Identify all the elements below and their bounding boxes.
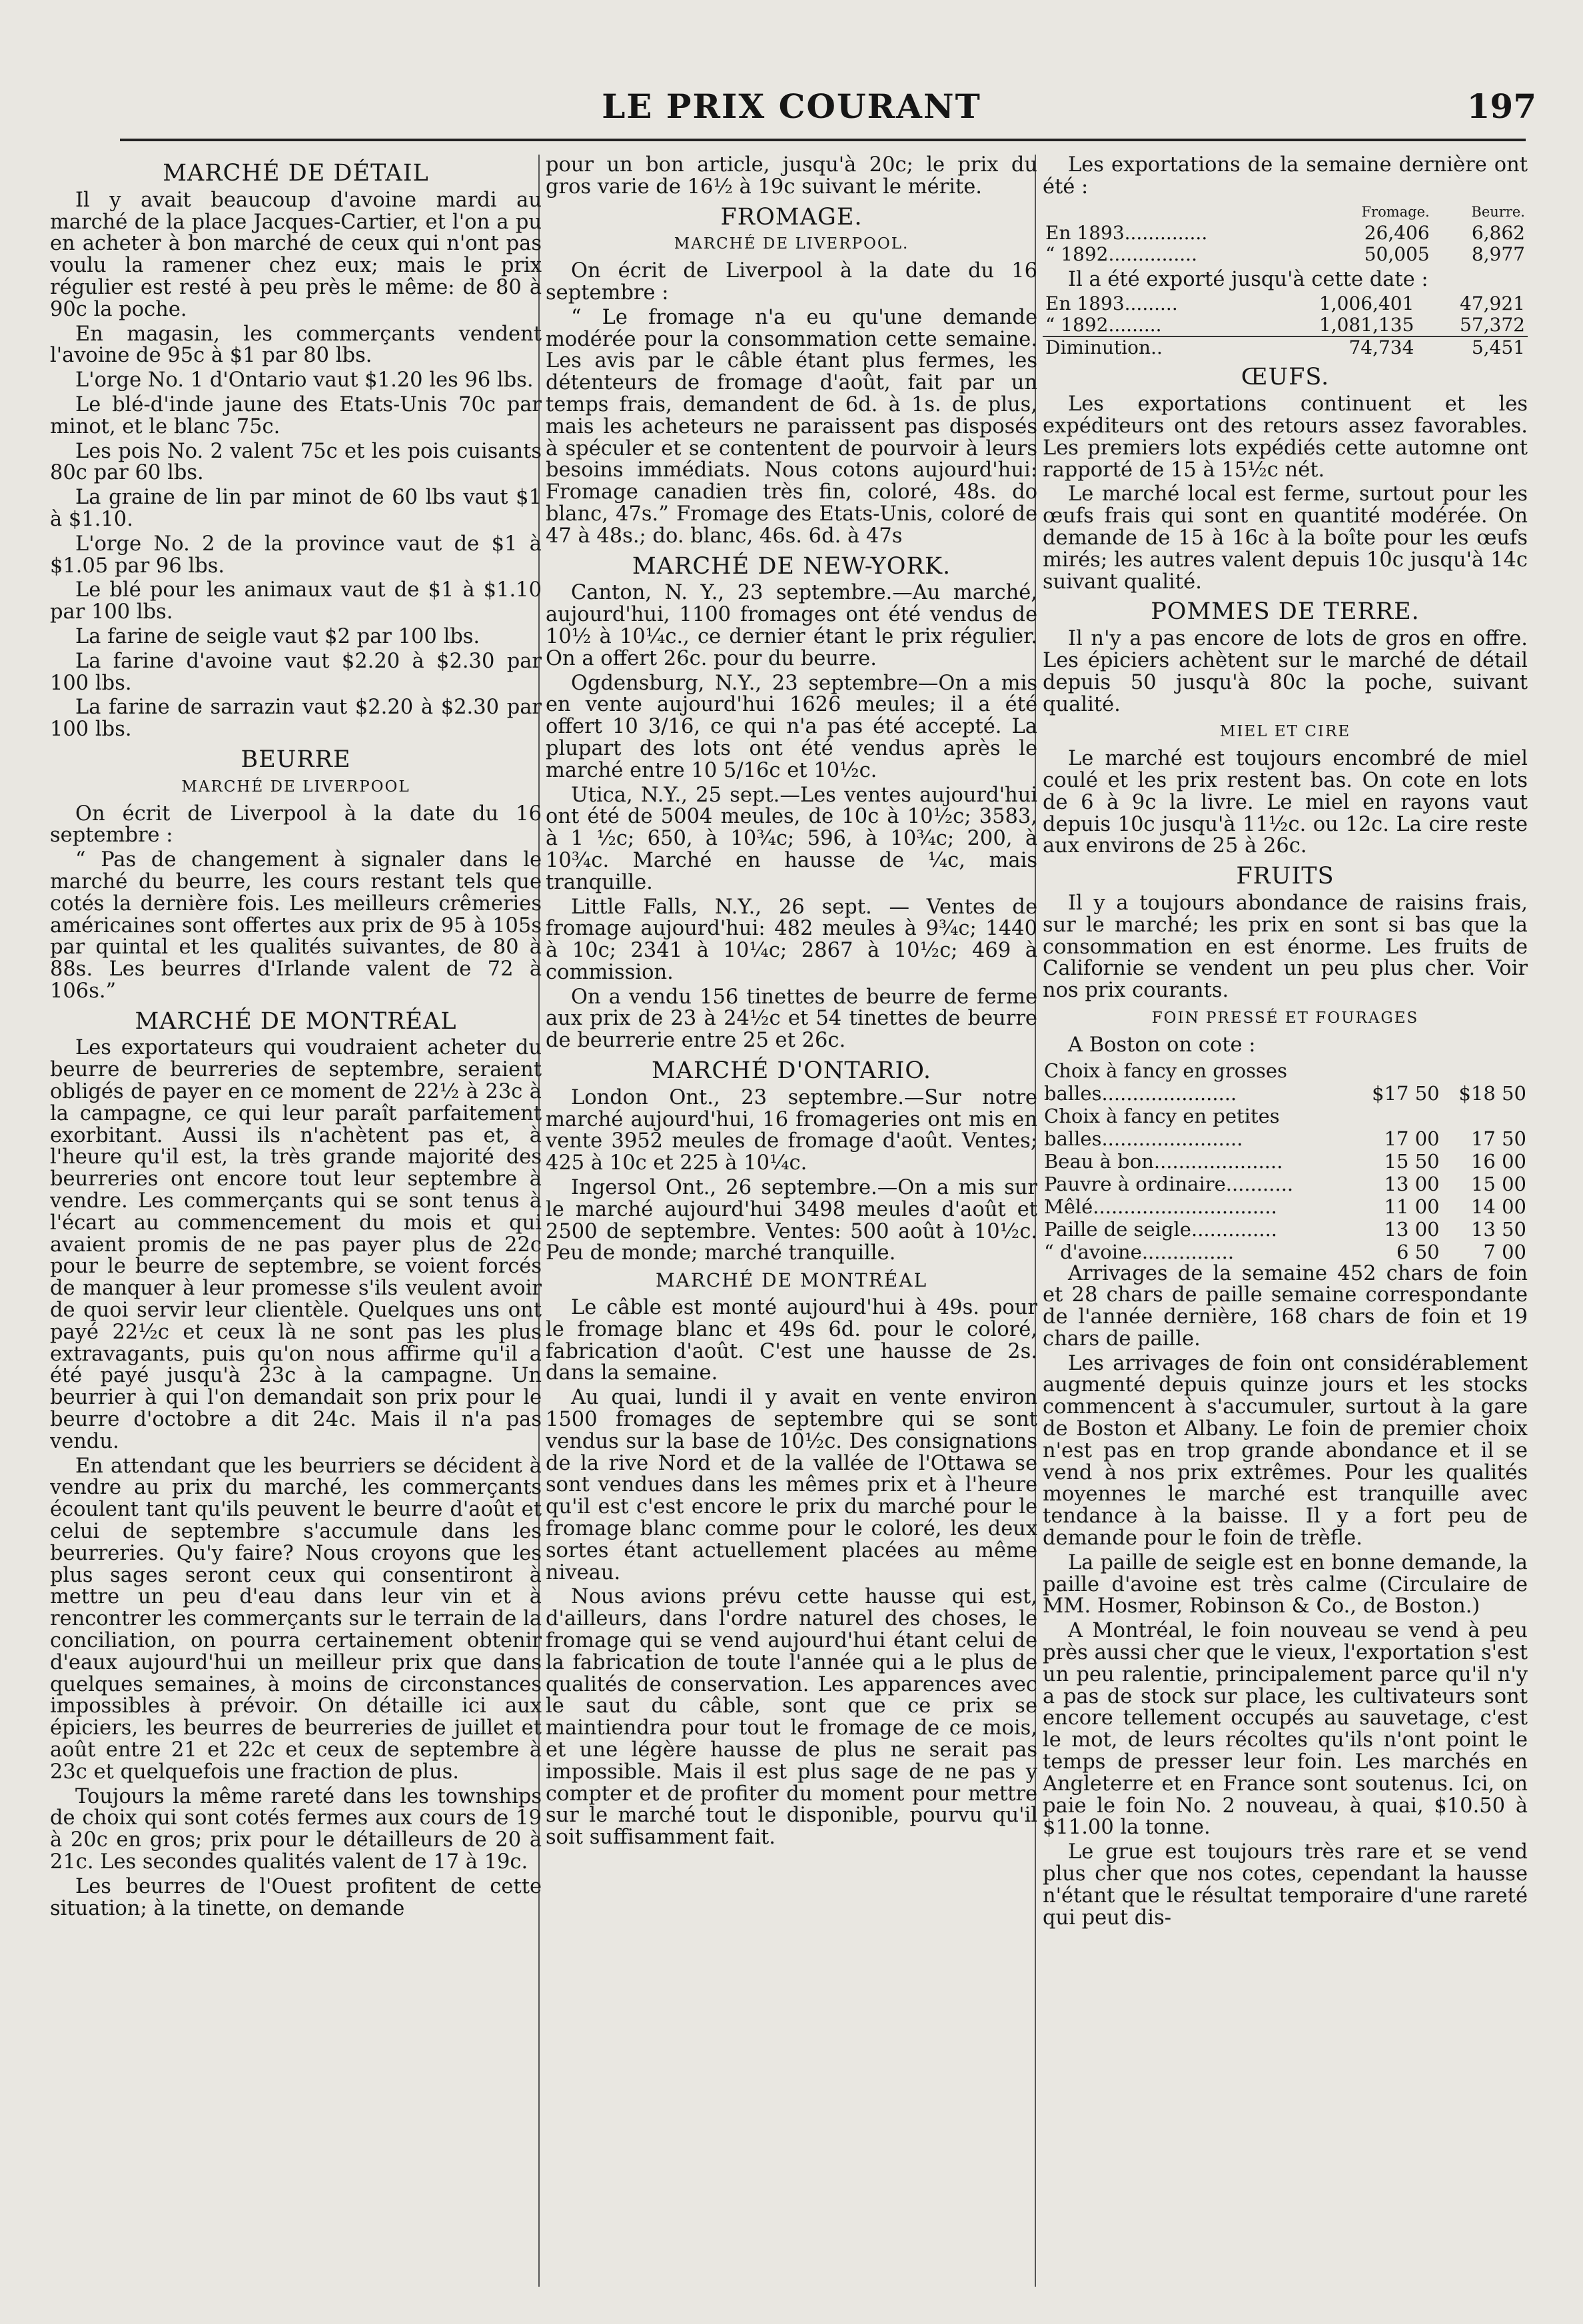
section-heading-oeufs: ŒUFS. (1241, 364, 1330, 391)
paragraph: Le câble est monté aujourd'hui à 49s. pour le fromage blanc et 49s 6d. pour le coloré, fabrication d'août. C'est une hausse de 2s. dans la semaine. (546, 1296, 1037, 1385)
table-cell: 1,006,401 (1319, 292, 1414, 315)
table-row (1043, 244, 1528, 265)
table-cell: balles....................... (1044, 1127, 1243, 1150)
paragraph: Little Falls, N.Y., 26 sept. — Ventes de fromage aujourd'hui: 482 meules à 9¾c; 1440 à 10c; 2341 à 10¼c; 2867 à 10½c; 469 à commission. (546, 895, 1037, 984)
paragraph: A Montréal, le foin nouveau se vend à peu près aussi cher que le vieux, l'exportation s'est un peu ralentie, principalement parce qu'il n'y a pas de stock sur place, les cultivateurs sont encore tellement occupés au sauvetage, c'est le mot, de leurs récoltes qu'ils n'ont point le temps de presser leur foin. Les marchés en Angleterre et en France sont soutenus. Ici, on paie le foin No. 2 nouveau, à quai, $10.50 à $11.00 la tonne. (1043, 1619, 1528, 1840)
paragraph: Il a été exporté jusqu'à cette date : (1068, 267, 1428, 291)
table-cell: 8,977 (1471, 243, 1525, 265)
table-cell: 15 00 (1470, 1172, 1526, 1195)
table-cell: 13 00 (1384, 1172, 1440, 1195)
paragraph: A Boston on cote : (1068, 1033, 1256, 1057)
paragraph: La farine d'avoine vaut $2.20 à $2.30 par 100 lbs. (50, 649, 542, 695)
paragraph: Arrivages de la semaine 452 chars de foin et 28 chars de paille semaine correspondante de l'année dernière, 168 chars de foin et 19 chars de paille. (1043, 1261, 1528, 1351)
table-cell: En 1893.............. (1045, 221, 1208, 244)
paragraph: Le blé pour les animaux vaut de $1 à $1.10 par 100 lbs. (50, 578, 542, 624)
table-total-row (1043, 336, 1528, 358)
table-row (1043, 314, 1528, 336)
paragraph: pour un bon article, jusqu'à 20c; le prix du gros varie de 16½ à 19c suivant le mérite. (546, 155, 1037, 199)
paragraph: London Ont., 23 septembre.—Sur notre marché aujourd'hui, 16 fromageries ont mis en vente 3952 meules de fromage d'août. Ventes; 425 à 10c et 225 à 10¼c. (546, 1085, 1037, 1175)
subheading-montreal: MARCHÉ DE MONTRÉAL (655, 1269, 928, 1292)
table-cell: En 1893......... (1045, 292, 1178, 315)
section-heading-beurre: BEURRE (241, 746, 351, 773)
header-rule (120, 139, 1526, 141)
paragraph: Canton, N. Y., 23 septembre.—Au marché, aujourd'hui, 1100 fromages ont été vendus de 10½ à 10¼c., ce dernier étant le prix régulier. On a offert 26c. pour du beurre. (546, 581, 1037, 670)
paragraph: On écrit de Liverpool à la date du 16 septembre : (50, 802, 542, 848)
paragraph: “ Le fromage n'a eu qu'une demande modérée pour la consommation cette semaine. Les avis par le câble étant plus fermes, les détenteurs de fromage d'août, fait par un temps frais, demandent de 6d. à 1s. de plus, mais les acheteurs ne paraissent pas disposés à spéculer et se contentent de pourvoir à leurs besoins immédiats. Nous cotons aujourd'hui: Fromage canadien très fin, coloré, 48s. do blanc, 47s.” Fromage des Etats-Unis, coloré de 47 à 48s.; do. blanc, 46s. 6d. à 47s (546, 305, 1037, 548)
paragraph: La farine de sarrazin vaut $2.20 à $2.30 par 100 lbs. (50, 696, 542, 742)
table-header (1043, 201, 1313, 223)
page-header (40, 79, 1543, 139)
table-cell: Diminution.. (1043, 336, 1259, 358)
paragraph: Il n'y a pas encore de lots de gros en offre. Les épiciers achètent sur le marché de détail depuis 50 jusqu'à 80c la poche, suivant qualité. (1043, 627, 1528, 716)
table-cell: 5,451 (1416, 336, 1528, 358)
paragraph: Nous avions prévu cette hausse qui est, d'ailleurs, dans l'ordre naturel des choses, le fromage qui se vend aujourd'hui étant celui de la fabrication de toute l'année qui a le plus de qualités de conservation. Les apparences avec le saut du câble, sont que ce prix se maintiendra pour tout le fromage de ce mois, et une légère hausse de plus ne serait pas impossible. Mais il est plus sage de ne pas y compter et de profiter du moment pour mettre sur le marché tout le disponible, pourvu qu'il soit suffisamment fait. (546, 1585, 1037, 1850)
section-heading-fruits: FRUITS (1236, 863, 1334, 890)
paragraph: Au quai, lundi il y avait en vente environ 1500 fromages de septembre qui se sont vendus sur la base de 10½c. Des consignations de la rive Nord et de la vallée de l'Ottawa se sont vendues dans les mêmes prix et à l'heure qu'il est c'est encore le prix du marché pour le fromage blanc comme pour le coloré, les deux sortes étant actuellement placées au même niveau. (546, 1386, 1037, 1584)
table-cell: $17 50 (1372, 1081, 1440, 1105)
paragraph: En attendant que les beurriers se décident à vendre au prix du marché, les commerçants écoulent tant qu'ils peuvent le beurre d'août et celui de septembre s'accumule dans les beurreries. Qu'y faire? Nous croyons que les plus sages seront ceux qui consentiront à mettre un peu d'eau dans leur vin et à rencontrer les commerçants sur le terrain de la conciliation, on pourra certainement obtenir d'eaux aujourd'hui un meilleur prix que dans quelques semaines, à moins de circonstances impossibles à prévoir. On détaille ici aux épiciers, les beurres de beurreries de juillet et août entre 21 et 22c et ceux de septembre à 23c et quelquefois une fraction de plus. (50, 1454, 542, 1784)
paragraph: La farine de seigle vaut $2 par 100 lbs. (75, 624, 480, 648)
table-cell: 1,081,135 (1319, 314, 1414, 336)
section-heading-detail: MARCHÉ DE DÉTAIL (163, 160, 429, 187)
table-cell: 17 50 (1470, 1127, 1526, 1150)
subheading-liverpool: MARCHÉ DE LIVERPOOL (181, 778, 410, 796)
paragraph: Les exportations de la semaine dernière ont été : (1043, 155, 1528, 199)
table-cell: Mêlé.............................. (1044, 1195, 1277, 1218)
paragraph: Les beurres de l'Ouest profitent de cette situation; à la tinette, on demande (50, 1874, 542, 1920)
paragraph: Les exportateurs qui voudraient acheter du beurre de beurreries de septembre, seraient obligés de payer en ce moment de 22½ à 23c à la campagne, ce qui leur paraît parfaitement exorbitant. Aussi ils n'achètent pas et, à l'heure qu'il est, la très grande majorité des beurreries ont encore tout leur septembre à vendre. Les commerçants qui se sont tenus à l'écart au commencement du mois et qui avaient promis de ne pas payer plus de 22c pour le beurre de septembre, se voient forcés de manquer à leur promesse s'ils veulent avoir de quoi servir leur clientèle. Quelques uns ont payé 22½c et ceux là ne sont pas les plus extravagants, puis qu'on nous affirme qu'il a été payé jusqu'à 23c à la campagne. Un beurrier à qui l'on demandait son prix pour le beurre d'octobre a dit 24c. Mais il n'a pas vendu. (50, 1036, 542, 1453)
table-row (1043, 1127, 1528, 1150)
table-cell: 13 00 (1384, 1217, 1440, 1241)
table-cell: 6,862 (1471, 221, 1525, 244)
table-cell: Choix à fancy en grosses (1044, 1059, 1287, 1082)
table-cell: $18 50 (1458, 1081, 1526, 1105)
table-cell: 26,406 (1364, 221, 1430, 244)
paragraph: “ Pas de changement à signaler dans le marché du beurre, les cours restant tels que cotés la dernière fois. Les meilleurs crêmeries américaines sont offertes aux prix de 95 à 105s par quintal et les qualités suivantes, de 80 à 88s. Les beurres d'Irlande valent de 72 à 106s.” (50, 848, 542, 1003)
paragraph: On écrit de Liverpool à la date du 16 septembre : (546, 259, 1037, 304)
section-heading-miel: MIEL ET CIRE (1219, 723, 1351, 741)
table-cell: Beau à bon..................... (1044, 1149, 1283, 1173)
paragraph: Les arrivages de foin ont considérablement augmenté depuis quinze jours et les stocks commencent à s'accumuler, surtout à la gare de Boston et Albany. Le foin de premier choix n'est pas en trop grande abondance et il se vend à nos prix extrêmes. Pour les qualités moyennes le marché est tranquille avec tendance à la baisse. Il y a fort peu de demande pour le foin de trèfle. (1043, 1351, 1528, 1550)
page-title: LE PRIX COURANT (602, 87, 981, 126)
paragraph: Les pois No. 2 valent 75c et les pois cuisants 80c par 60 lbs. (50, 439, 542, 485)
table-cell: 6 50 (1396, 1240, 1440, 1263)
export-table-week (1043, 201, 1528, 265)
paragraph: Toujours la même rareté dans les townships de choix qui sont cotés fermes aux cours de 19 à 20c en gros; prix pour le détailleurs de 20 à 21c. Les secondes qualités valent de 17 à 19c. (50, 1784, 542, 1874)
table-cell: Paille de seigle.............. (1044, 1217, 1278, 1241)
paragraph: L'orge No. 1 d'Ontario vaut $1.20 les 96 lbs. (75, 368, 534, 392)
section-heading-foin: FOIN PRESSÉ ET FOURAGES (1151, 1009, 1419, 1027)
table-cell: 74,734 (1259, 336, 1417, 358)
paragraph: Les exportations continuent et les expéditeurs ont des retours assez favorables. Les premiers lots expédiés cette automne ont rapporté de 15 à 15½c nét. (1043, 392, 1528, 482)
paragraph: Il y avait beaucoup d'avoine mardi au marché de la place Jacques-Cartier, et l'on a pu en acheter à bon marché de ceux qui n'ont pas voulu la ramener chez eux; mais le prix régulier est resté à peu près le même: de 80 à 90c la poche. (50, 188, 542, 321)
table-cell: Choix à fancy en petites (1044, 1104, 1280, 1127)
table-row (1043, 1059, 1528, 1082)
table-row (1043, 1195, 1528, 1218)
table-row (1043, 1150, 1528, 1173)
table-row (1043, 223, 1528, 244)
paragraph: L'orge No. 2 de la province vaut de $1 à $1.05 par 96 lbs. (50, 532, 542, 578)
paragraph: Utica, N.Y., 25 sept.—Les ventes aujourd'hui ont été de 5004 meules, de 10c à 10½c; 3583, à 1 ½c; 650, à 10¾c; 596, à 10¾c; 200, à 10¾c. Marché en hausse de ¼c, mais tranquille. (546, 783, 1037, 894)
table-cell: 7 00 (1483, 1240, 1526, 1263)
table-cell: 57,372 (1460, 314, 1525, 336)
paragraph: Le grue est toujours très rare et se vend plus cher que nos cotes, cependant la hausse n'étant que le résultat temporaire d'une rareté qui peut dis- (1043, 1840, 1528, 1930)
table-row (1043, 1082, 1528, 1105)
page-number: 197 (1466, 87, 1536, 126)
paragraph: La graine de lin par minot de 60 lbs vaut $1 à $1.10. (50, 486, 542, 531)
paragraph: Le marché local est ferme, surtout pour les œufs frais qui sont en quantité modérée. On demande de 15 à 16c à la boîte pour les œufs mirés; les autres valent depuis 10c jusqu'à 14c suivant qualité. (1043, 482, 1528, 594)
table-cell: balles...................... (1044, 1081, 1237, 1105)
section-heading-pommes: POMMES DE TERRE. (1151, 598, 1420, 626)
table-cell: “ 1892............... (1045, 243, 1197, 265)
export-table-to-date (1043, 293, 1528, 358)
subheading-liverpool: MARCHÉ DE LIVERPOOL. (674, 235, 909, 253)
paragraph: Le blé-d'inde jaune des Etats-Unis 70c par minot, et le blanc 75c. (50, 392, 542, 438)
table-cell: 14 00 (1470, 1195, 1526, 1218)
paragraph: On a vendu 156 tinettes de beurre de ferme aux prix de 23 à 24½c et 54 tinettes de beurre de beurrerie entre 25 et 26c. (546, 985, 1037, 1053)
section-heading-ontario: MARCHÉ D'ONTARIO. (651, 1057, 932, 1085)
table-header: Beurre. (1471, 203, 1525, 220)
section-heading-montreal: MARCHÉ DE MONTRÉAL (135, 1007, 457, 1035)
table-row (1043, 1105, 1528, 1127)
table-cell: 17 00 (1384, 1127, 1440, 1150)
column-2 (546, 155, 1037, 2287)
table-row (1043, 293, 1528, 314)
section-heading-fromage: FROMAGE. (720, 203, 863, 231)
table-cell: Pauvre à ordinaire........... (1044, 1172, 1294, 1195)
table-cell: 13 50 (1470, 1217, 1526, 1241)
column-1 (50, 155, 542, 2287)
table-header-row (1043, 201, 1528, 223)
table-cell: 50,005 (1364, 243, 1430, 265)
table-cell: 16 00 (1470, 1149, 1526, 1173)
table-row (1043, 1241, 1528, 1263)
section-heading-new-york: MARCHÉ DE NEW-YORK. (632, 552, 951, 580)
table-cell: 11 00 (1384, 1195, 1440, 1218)
table-row (1043, 1218, 1528, 1241)
column-3 (1043, 155, 1528, 2287)
table-cell: “ 1892......... (1045, 314, 1162, 336)
table-row (1043, 1173, 1528, 1195)
table-header: Fromage. (1361, 203, 1430, 220)
paragraph: La paille de seigle est en bonne demande, la paille d'avoine est très calme (Circulaire de MM. Hosmer, Robinson & Co., de Boston.) (1043, 1550, 1528, 1618)
paragraph: Ogdensburg, N.Y., 23 septembre—On a mis en vente aujourd'hui 1626 meules; il a été offert 10 3/16, ce qui n'a pas été accepté. La plupart des lots ont été vendus après le marché entre 10 5/16c et 10½c. (546, 671, 1037, 782)
paragraph: Le marché est toujours encombré de miel coulé et les prix restent bas. On cote en lots de 6 à 9c la livre. Le miel en rayons vaut depuis 10c jusqu'à 11½c. ou 12c. La cire reste aux environs de 25 à 26c. (1043, 747, 1528, 858)
paragraph: En magasin, les commerçants vendent l'avoine de 95c à $1 par 80 lbs. (50, 322, 542, 368)
hay-price-table (1043, 1059, 1528, 1263)
table-cell: “ d'avoine............... (1044, 1240, 1235, 1263)
table-cell: 47,921 (1460, 292, 1525, 315)
paragraph: Il y a toujours abondance de raisins frais, sur le marché; les prix en sont si bas que la consommation en est énorme. Les fruits de Californie se vendent un peu plus cher. Voir nos prix courants. (1043, 891, 1528, 1003)
paragraph: Ingersol Ont., 26 septembre.—On a mis sur le marché aujourd'hui 3498 meules d'août et 2500 de septembre. Ventes: 500 août à 10½c. Peu de monde; marché tranquille. (546, 1176, 1037, 1265)
table-cell: 15 50 (1384, 1149, 1440, 1173)
